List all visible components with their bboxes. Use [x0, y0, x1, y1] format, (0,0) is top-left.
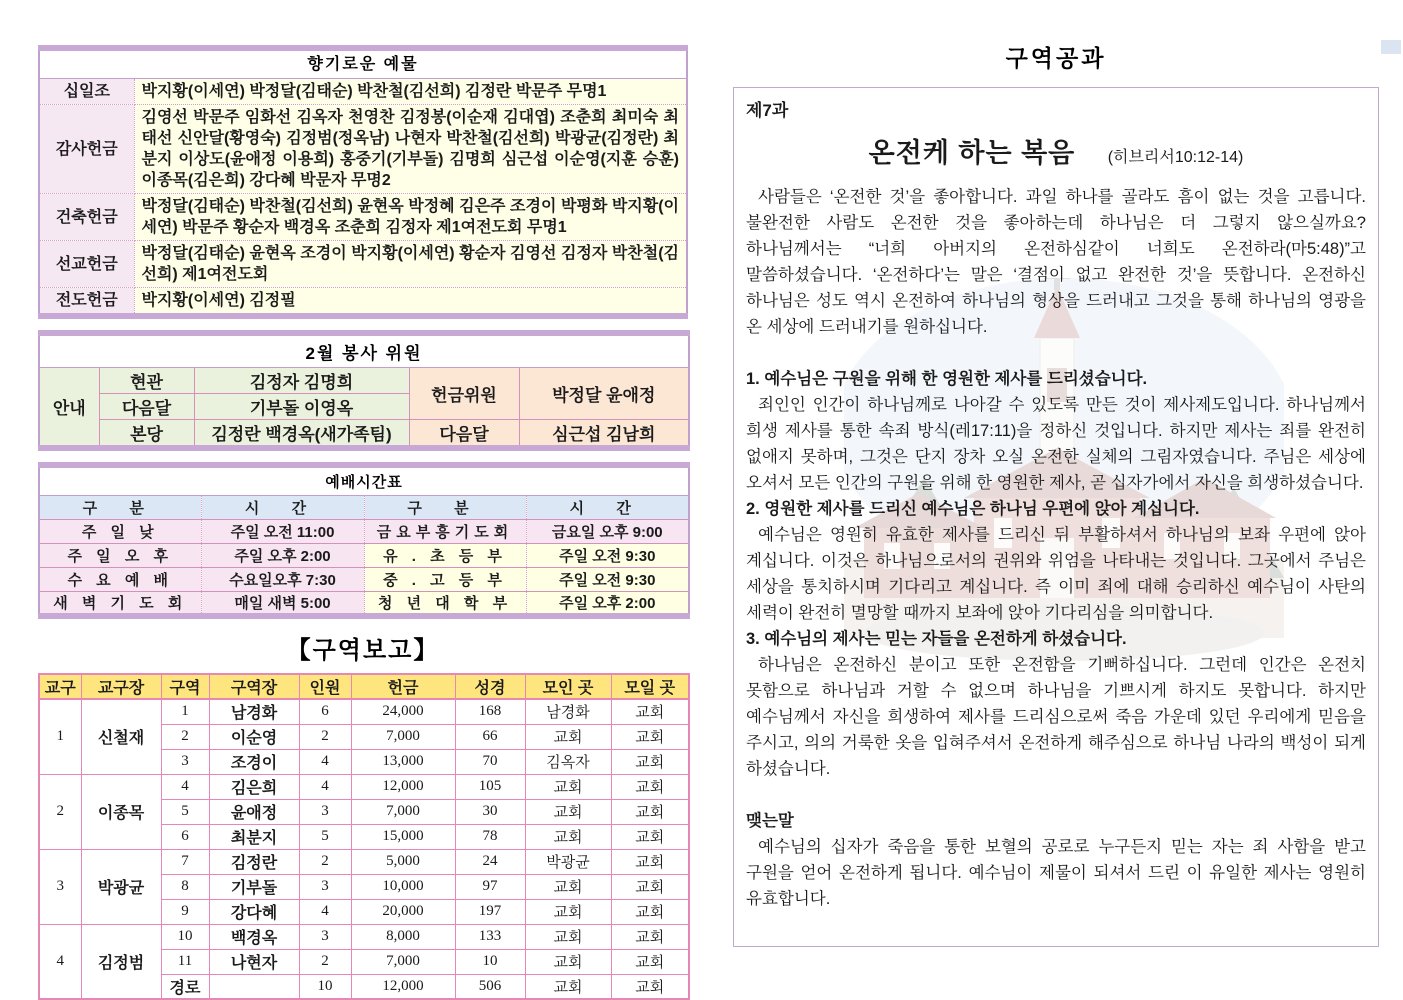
lesson-title: 온전케 하는 복음 [868, 138, 1076, 168]
met-place: 교회 [525, 774, 611, 799]
parish-leader: 이종목 [81, 774, 161, 849]
offering-amount: 15,000 [351, 824, 455, 849]
zone-leader [209, 974, 299, 999]
table-row [39, 194, 687, 241]
column-header: 인원 [299, 674, 351, 699]
service-time: 주일 오전 9:30 [526, 544, 689, 568]
bible-count: 70 [455, 749, 525, 774]
district-report-table [38, 673, 690, 1000]
offering-amount: 20,000 [351, 899, 455, 924]
met-place: 박광균 [525, 849, 611, 874]
lesson-box [733, 87, 1379, 947]
worship-schedule-table [38, 462, 690, 619]
parish-leader: 김정범 [81, 924, 161, 999]
zone-no: 3 [161, 749, 209, 774]
bible-count: 66 [455, 724, 525, 749]
meet-place: 교회 [611, 949, 689, 974]
service-name: 청 년 대 학 부 [364, 592, 526, 617]
meet-place: 교회 [611, 799, 689, 824]
section-body: 예수님은 영원히 유효한 제사를 드리신 뒤 부활하셔서 하나님의 보좌 우편에 앉아 계십니다. 이것은 하나님으로서의 권위와 위엄을 나타내는 것입니다. 그곳에서 주님은 세상을 통치하시며 기다리고 계십니다. 즉 이미 죄에 대해 승리하신 예수님이 사탄의 세력이 완전히 멸망할 때까지 보좌에 앉아 기다리심을 의미합니다. [746, 526, 1366, 622]
meet-place: 교회 [611, 899, 689, 924]
service-name: 수 요 예 배 [39, 568, 201, 592]
offering-amount: 12,000 [351, 774, 455, 799]
offering-label: 건축헌금 [39, 194, 134, 241]
zone-leader: 이순영 [209, 724, 299, 749]
attendance: 2 [299, 724, 351, 749]
table-row [39, 699, 689, 724]
zone-no: 9 [161, 899, 209, 924]
parish-no: 4 [39, 924, 81, 999]
meet-place: 교회 [611, 974, 689, 999]
attendance: 4 [299, 774, 351, 799]
column-header: 헌금 [351, 674, 455, 699]
zone-leader: 남경화 [209, 699, 299, 724]
bible-count: 78 [455, 824, 525, 849]
meet-place: 교회 [611, 749, 689, 774]
meet-place: 교회 [611, 774, 689, 799]
member-names: 기부돌 이영옥 [194, 394, 409, 420]
column-header: 교구장 [81, 674, 161, 699]
meet-place: 교회 [611, 699, 689, 724]
service-time: 수요일오후 7:30 [201, 568, 364, 592]
zone-no: 5 [161, 799, 209, 824]
lesson-reference: (히브리서10:12-14) [1107, 149, 1244, 166]
table-row [39, 288, 687, 317]
place-label: 본당 [99, 420, 194, 449]
section-heading: 1. 예수님은 구원을 위해 한 영원한 제사를 드리셨습니다. [746, 370, 1148, 388]
met-place: 교회 [525, 949, 611, 974]
met-place: 김옥자 [525, 749, 611, 774]
table-row [39, 568, 689, 592]
table-row [39, 241, 687, 288]
attendance: 2 [299, 949, 351, 974]
table-row [39, 544, 689, 568]
met-place: 교회 [525, 874, 611, 899]
table-row [39, 79, 687, 105]
lesson-heading-line [746, 131, 1366, 170]
right-column [733, 40, 1379, 947]
met-place: 교회 [525, 899, 611, 924]
closing-body: 예수님의 십자가 죽음을 통한 보혈의 공로로 누구든지 믿는 자는 죄 사함을 받고 구원을 얻어 온전하게 됩니다. 예수님이 제물이 되셔서 드린 이 유일한 제사는 영원히 유효합니다. [746, 838, 1366, 908]
met-place: 교회 [525, 799, 611, 824]
service-name: 유 . 초 등 부 [364, 544, 526, 568]
attendance: 6 [299, 699, 351, 724]
zone-no: 1 [161, 699, 209, 724]
zone-no: 8 [161, 874, 209, 899]
zone-no: 7 [161, 849, 209, 874]
member-names: 김정란 백경옥(새가족팀) [194, 420, 409, 449]
offering-names: 박정달(김태순) 윤현옥 조경이 박지황(이세연) 황순자 김영선 김정자 박찬철(김선희) 제1여전도회 [134, 241, 687, 288]
meet-place: 교회 [611, 849, 689, 874]
zone-leader: 나현자 [209, 949, 299, 974]
zone-no: 2 [161, 724, 209, 749]
zone-leader: 강다혜 [209, 899, 299, 924]
zone-leader: 조경이 [209, 749, 299, 774]
meet-place: 교회 [611, 924, 689, 949]
schedule-title: 예배시간표 [39, 465, 689, 496]
column-header: 모일 곳 [611, 674, 689, 699]
offering-amount: 7,000 [351, 799, 455, 824]
offering-amount: 24,000 [351, 699, 455, 724]
offerings-table [38, 45, 688, 319]
service-time: 주일 오전 9:30 [526, 568, 689, 592]
bible-count: 105 [455, 774, 525, 799]
column-header: 구 분 [39, 496, 201, 520]
section-body: 죄인인 인간이 하나님께로 나아갈 수 있도록 만든 것이 제사제도입니다. 하나님께서 희생 제사를 통한 속죄 방식(레17:11)을 정하신 것입니다. 하지만 제사는 죄를 완전히 없애지 못하며, 그것은 단지 장차 오실 온전한 실체의 그림자였습니다. 주님은 세상에 오셔서 모든 인간의 구원을 위해 한 영원한 제사, 곧 십자가에서 자신을 희생하셨습니다. [746, 396, 1366, 492]
met-place: 교회 [525, 724, 611, 749]
offering-amount: 5,000 [351, 849, 455, 874]
spacer [746, 340, 1366, 366]
table-header-row [39, 496, 689, 520]
page-corner-mark [1381, 40, 1401, 54]
service-time: 매일 새벽 5:00 [201, 592, 364, 617]
offering-names: 김영선 박문주 임화선 김옥자 천영찬 김정봉(이순재 김대엽) 조춘희 최미숙 최태선 신안달(황영숙) 김정범(정옥남) 나현자 박찬철(김선희) 박광균(김정란) 최분지 이상도(윤애정 이용희) 홍중기(기부돌) 김명희 심근섭 이순영(지훈 승훈) 이종목(김은희) 강다혜 박문자 무명2 [134, 105, 687, 194]
zone-no: 경로 [161, 974, 209, 999]
service-name: 주 일 낮 [39, 520, 201, 544]
offering-label: 감사헌금 [39, 105, 134, 194]
column-header: 성경 [455, 674, 525, 699]
column-header: 구역장 [209, 674, 299, 699]
lesson-content [746, 96, 1366, 912]
offering-names: 박지황(이세연) 김정필 [134, 288, 687, 317]
next-month-label: 다음달 [409, 420, 519, 449]
offering-names: 박정달(김태순) 박찬철(김선희) 윤현옥 박정혜 김은주 조경이 박평화 박지황(이세연) 박문주 황순자 백경옥 조춘희 김정자 제1여전도회 무명1 [134, 194, 687, 241]
bible-count: 97 [455, 874, 525, 899]
offering-names: 박지황(이세연) 박정달(김태순) 박찬철(김선희) 김정란 박문주 무명1 [134, 79, 687, 105]
table-row [39, 105, 687, 194]
guide-label: 안내 [39, 368, 99, 449]
column-header: 교구 [39, 674, 81, 699]
table-header-row [39, 674, 689, 699]
table-row [39, 849, 689, 874]
parish-leader: 신철재 [81, 699, 161, 774]
attendance: 2 [299, 849, 351, 874]
attendance: 3 [299, 874, 351, 899]
service-time: 주일 오후 2:00 [201, 544, 364, 568]
offerings-title: 향기로운 예물 [39, 48, 687, 79]
offering-amount: 7,000 [351, 724, 455, 749]
meet-place: 교회 [611, 724, 689, 749]
service-time: 주일 오전 11:00 [201, 520, 364, 544]
met-place: 교회 [525, 974, 611, 999]
attendance: 3 [299, 924, 351, 949]
place-label: 다음달 [99, 394, 194, 420]
column-header: 구역 [161, 674, 209, 699]
service-name: 주 일 오 후 [39, 544, 201, 568]
spacer [746, 782, 1366, 808]
meet-place: 교회 [611, 874, 689, 899]
left-column [38, 45, 688, 1000]
committee-table [38, 330, 690, 451]
met-place: 교회 [525, 824, 611, 849]
service-time: 금요일 오후 9:00 [526, 520, 689, 544]
lesson-intro: 사람들은 ‘온전한 것’을 좋아합니다. 과일 하나를 골라도 흠이 없는 것을 고릅니다. 불완전한 사람도 온전한 것을 좋아하는데 하나님은 더 그렇지 않으실까요? 하나님께서는 “너희 아버지의 온전하심같이 너희도 온전하라(마5:48)”고 말씀하셨습니다. ‘온전하다’는 말은 ‘결점이 없고 완전한 것’을 뜻합니다. 온전하신 하나님은 성도 역시 온전하여 하나님의 형상을 드러내고 그것을 통해 하나님의 영광을 온 세상에 드러내기를 원하십니다. [746, 188, 1366, 336]
zone-leader: 김정란 [209, 849, 299, 874]
table-row [39, 774, 689, 799]
column-header: 구 분 [364, 496, 526, 520]
parish-leader: 박광균 [81, 849, 161, 924]
column-header: 모인 곳 [525, 674, 611, 699]
attendance: 10 [299, 974, 351, 999]
zone-leader: 김은희 [209, 774, 299, 799]
section-body: 하나님은 온전하신 분이고 또한 온전함을 기뻐하십니다. 그런데 인간은 온전치 못함으로 하나님과 거할 수 없으며 하나님을 기쁘시게 하지도 못합니다. 하지만 예수님께서 자신을 희생하여 제사를 드리심으로써 죽음 가운데 있던 우리에게 믿음을 주시고, 의의 거룩한 옷을 입혀주셔서 온전하게 해주심으로 하나님 나라의 백성이 되게 하셨습니다. [746, 656, 1366, 778]
section-heading: 2. 영원한 제사를 드리신 예수님은 하나님 우편에 앉아 계십니다. [746, 500, 1200, 518]
table-row [39, 520, 689, 544]
place-label: 현관 [99, 368, 194, 394]
page-title: 구역공과 [1005, 45, 1107, 71]
meet-place: 교회 [611, 824, 689, 849]
closing-heading: 맺는말 [746, 812, 794, 830]
attendance: 5 [299, 824, 351, 849]
column-header: 시 간 [526, 496, 689, 520]
offering-label: 선교헌금 [39, 241, 134, 288]
zone-leader: 기부돌 [209, 874, 299, 899]
offering-amount: 7,000 [351, 949, 455, 974]
zone-no: 11 [161, 949, 209, 974]
attendance: 4 [299, 749, 351, 774]
parish-no: 1 [39, 699, 81, 774]
offering-amount: 10,000 [351, 874, 455, 899]
zone-no: 4 [161, 774, 209, 799]
offering-label: 십일조 [39, 79, 134, 105]
zone-no: 10 [161, 924, 209, 949]
offering-committee-label: 헌금위원 [409, 368, 519, 420]
zone-leader: 윤애정 [209, 799, 299, 824]
offering-committee-names: 박정달 윤애정 [519, 368, 689, 420]
next-month-names: 심근섭 김남희 [519, 420, 689, 449]
table-row [39, 368, 689, 394]
service-name: 금요부흥기도회 [364, 520, 526, 544]
column-header: 시 간 [201, 496, 364, 520]
report-title: 【구역보고】 [286, 637, 440, 664]
offering-amount: 8,000 [351, 924, 455, 949]
section-heading: 3. 예수님의 제사는 믿는 자들을 온전하게 하셨습니다. [746, 630, 1127, 648]
bible-count: 168 [455, 699, 525, 724]
bible-count: 197 [455, 899, 525, 924]
service-time: 주일 오후 2:00 [526, 592, 689, 617]
attendance: 3 [299, 799, 351, 824]
bible-count: 24 [455, 849, 525, 874]
committee-title: 2월 봉사 위원 [39, 333, 689, 368]
member-names: 김정자 김명희 [194, 368, 409, 394]
bible-count: 506 [455, 974, 525, 999]
parish-no: 3 [39, 849, 81, 924]
offering-amount: 12,000 [351, 974, 455, 999]
bible-count: 10 [455, 949, 525, 974]
zone-leader: 최분지 [209, 824, 299, 849]
table-row [39, 420, 689, 449]
met-place: 남경화 [525, 699, 611, 724]
met-place: 교회 [525, 924, 611, 949]
service-name: 새 벽 기 도 회 [39, 592, 201, 617]
zone-leader: 백경옥 [209, 924, 299, 949]
parish-no: 2 [39, 774, 81, 849]
offering-amount: 13,000 [351, 749, 455, 774]
bible-count: 133 [455, 924, 525, 949]
attendance: 4 [299, 899, 351, 924]
table-row [39, 592, 689, 617]
zone-no: 6 [161, 824, 209, 849]
service-name: 중 . 고 등 부 [364, 568, 526, 592]
lesson-chapter: 제7과 [746, 101, 789, 120]
offering-label: 전도헌금 [39, 288, 134, 317]
table-row [39, 924, 689, 949]
bible-count: 30 [455, 799, 525, 824]
